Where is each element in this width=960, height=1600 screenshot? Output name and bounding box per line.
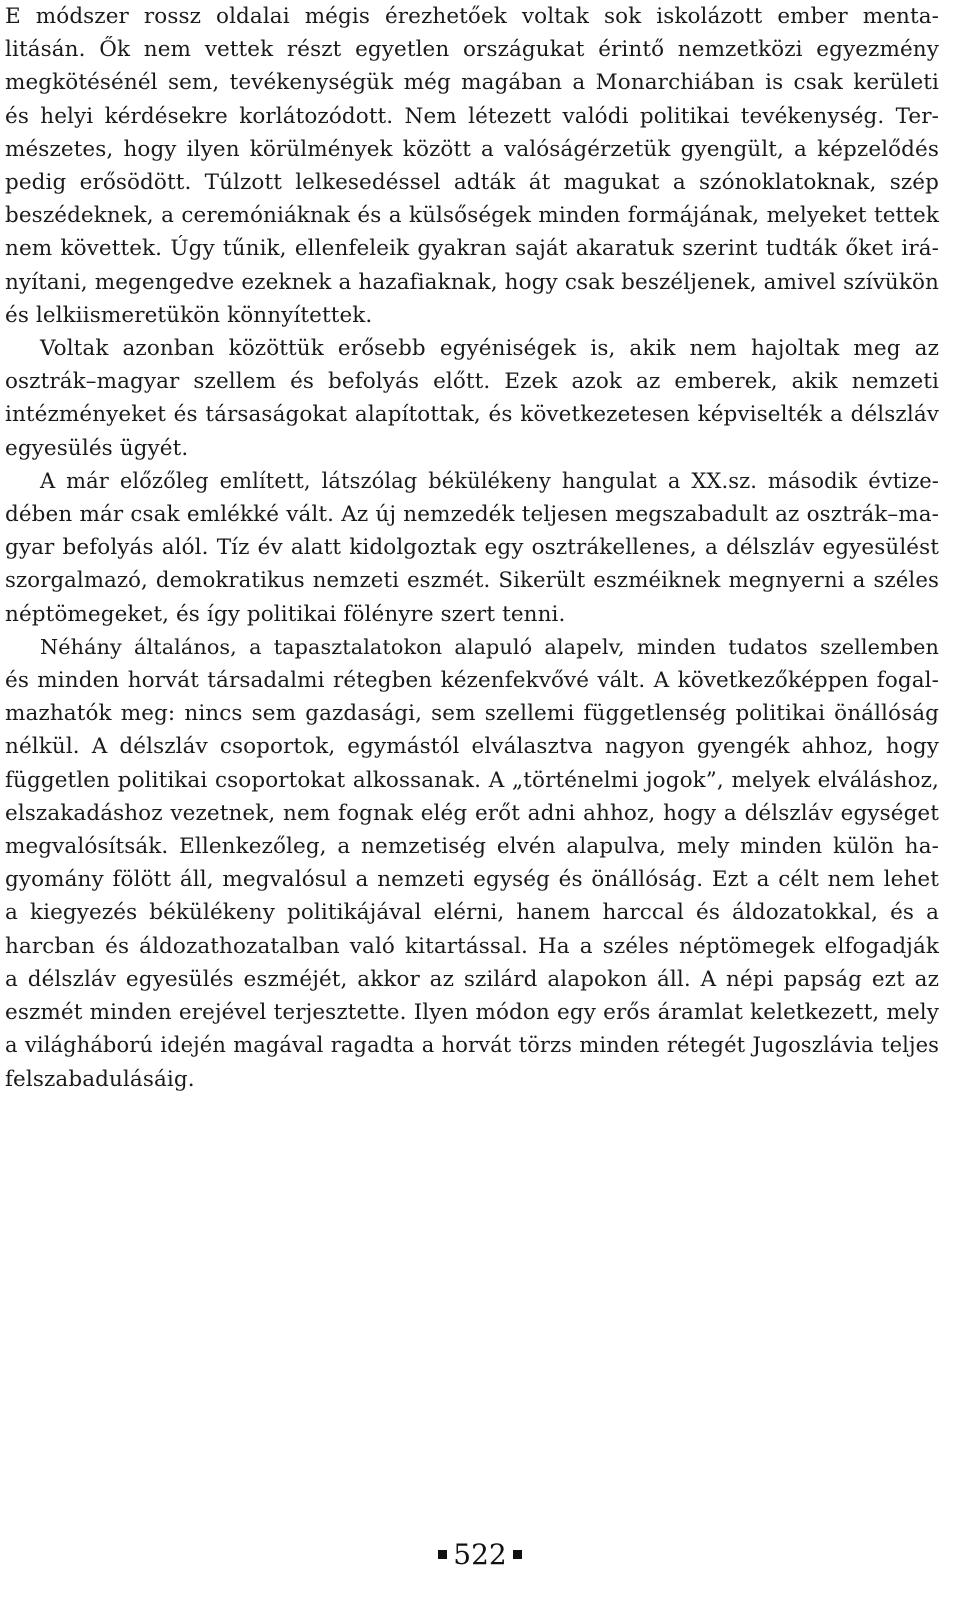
text-line: néptömegeket, és így politikai fölényre szert tenni. xyxy=(5,601,566,627)
body-text xyxy=(5,0,939,1096)
paragraph xyxy=(5,0,939,332)
text-line: nélkül. A délszláv csoportok, egymástól elválasztva nagyon gyengék ahhoz, hogy xyxy=(5,734,939,760)
paragraph xyxy=(5,332,939,465)
text-line: és helyi kérdésekre korlátozódott. Nem létezett valódi politikai tevékenység. Ter- xyxy=(5,103,939,129)
text-line: nem követtek. Úgy tűnik, ellenfeleik gyakran saját akaratuk szerint tudták őket irá- xyxy=(5,236,939,262)
text-line: osztrák–magyar szellem és befolyás előtt. Ezek azok az emberek, akik nemzeti xyxy=(5,369,939,395)
text-line: Néhány általános, a tapasztalatokon alapuló alapelv, minden tudatos szellemben xyxy=(40,634,939,659)
text-line: pedig erősödött. Túlzott lelkesedéssel adták át magukat a szónoklatoknak, szép xyxy=(5,170,939,196)
text-line: a délszláv egyesülés eszméjét, akkor az szilárd alapokon áll. A népi papság ezt az xyxy=(5,966,939,992)
text-line: eszmét minden erejével terjesztette. Ilyen módon egy erős áramlat keletkezett, mely xyxy=(5,1000,939,1026)
text-line: A már előzőleg említett, látszólag békülékeny hangulat a XX.sz. második évtize- xyxy=(40,468,939,493)
text-line: gyar befolyás alól. Tíz év alatt kidolgoztak egy osztrákellenes, a délszláv egyesülést xyxy=(5,535,939,561)
text-line: megkötésénél sem, tevékenységük még magában a Monarchiában is csak kerületi xyxy=(5,70,939,96)
text-line: Voltak azonban közöttük erősebb egyéniségek is, akik nem hajoltak meg az xyxy=(40,336,939,362)
text-line: mészetes, hogy ilyen körülmények között a valóságérzetük gyengült, a képzelődés xyxy=(5,136,939,162)
text-line: egyesülés ügyét. xyxy=(5,435,189,461)
text-line: litásán. Ők nem vettek részt egyetlen országukat érintő nemzetközi egyezmény xyxy=(5,37,939,63)
text-line: és minden horvát társadalmi rétegben kézenfekvővé vált. A következőképpen fogal- xyxy=(5,668,939,694)
text-line: és lelkiismeretükön könnyítettek. xyxy=(5,302,373,328)
footer-square-right-icon xyxy=(513,1550,522,1559)
paragraph xyxy=(5,465,939,631)
paragraph xyxy=(5,631,939,1096)
text-line: szorgalmazó, demokratikus nemzeti eszmét. Sikerült eszméiknek megnyerni a széles xyxy=(5,568,939,594)
text-line: felszabadulásáig. xyxy=(5,1066,195,1092)
text-line: független politikai csoportokat alkossanak. A „történelmi jogok”, melyek elváláshoz, xyxy=(5,767,939,793)
page-footer xyxy=(0,1538,960,1572)
text-line: a kiegyezés békülékeny politikájával elérni, hanem harccal és áldozatokkal, és a xyxy=(5,900,939,926)
footer-square-left-icon xyxy=(438,1550,447,1559)
page-body xyxy=(5,0,939,1096)
text-line: beszédeknek, a ceremóniáknak és a külsőségek minden formájának, melyeket tettek xyxy=(5,203,939,229)
text-line: E módszer rossz oldalai mégis érezhetőek voltak sok iskolázott ember menta- xyxy=(5,4,939,29)
text-line: harcban és áldozathozatalban való kitartással. Ha a széles néptömegek elfogadják xyxy=(5,933,939,959)
text-line: dében már csak emlékké vált. Az új nemzedék teljesen megszabadult az osztrák–ma- xyxy=(5,502,939,528)
text-line: intézményeket és társaságokat alapítottak, és következetesen képviselték a délszláv xyxy=(5,402,939,428)
page-number: 522 xyxy=(453,1538,507,1571)
text-line: megvalósítsák. Ellenkezőleg, a nemzetiség elvén alapulva, mely minden külön ha- xyxy=(5,834,939,860)
text-line: gyomány fölött áll, megvalósul a nemzeti egység és önállóság. Ezt a célt nem lehet xyxy=(5,867,939,893)
text-line: a világháború idején magával ragadta a horvát törzs minden rétegét Jugoszlávia teljes xyxy=(5,1033,939,1058)
text-line: mazhatók meg: nincs sem gazdasági, sem szellemi függetlenség politikai önállóság xyxy=(5,701,939,727)
text-line: elszakadáshoz vezetnek, nem fognak elég erőt adni ahhoz, hogy a délszláv egységet xyxy=(5,800,939,826)
text-line: nyítani, megengedve ezeknek a hazafiaknak, hogy csak beszéljenek, amivel szívükön xyxy=(5,269,939,295)
